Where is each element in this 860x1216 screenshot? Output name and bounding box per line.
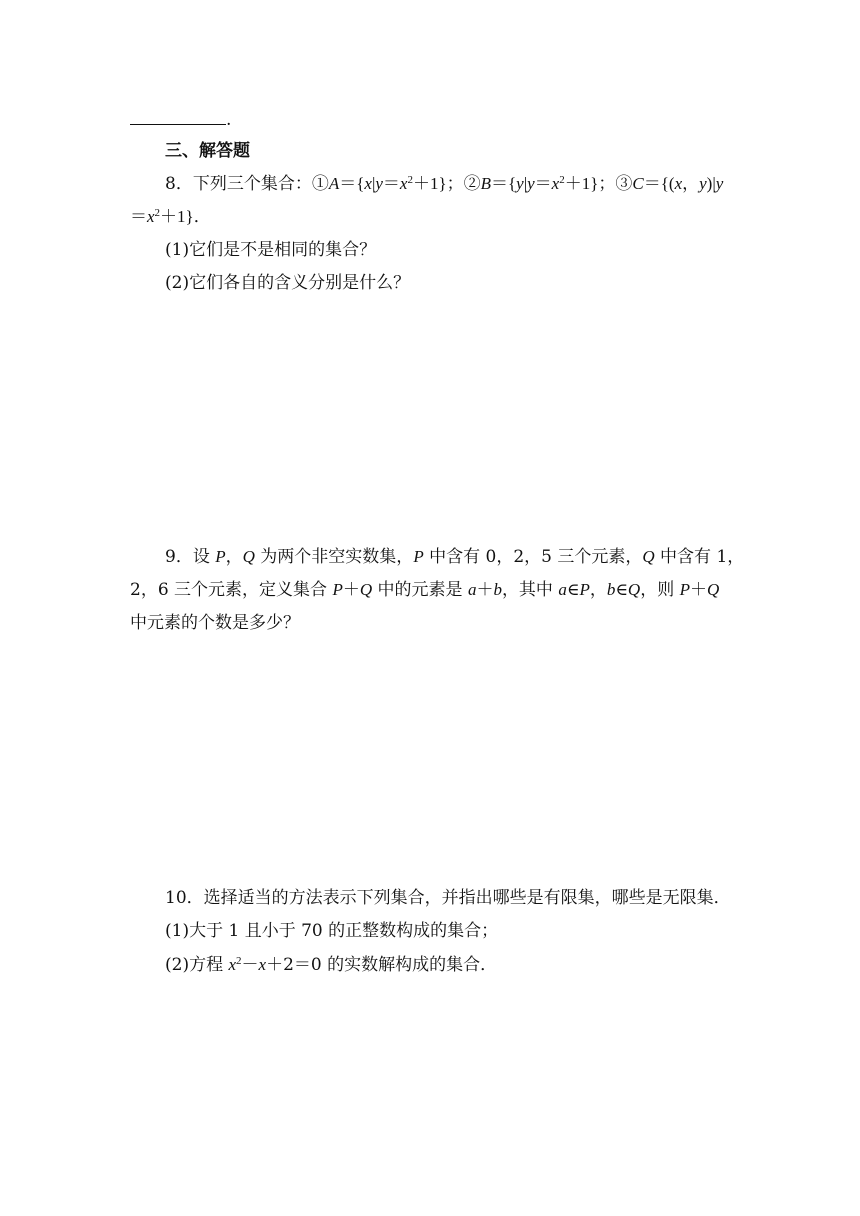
- question-10-line-1: 10．选择适当的方法表示下列集合，并指出哪些是有限集，哪些是无限集．: [165, 888, 731, 908]
- question-10-sub-2: (2)方程 $x^2-x+2=0$ 的实数解构成的集合．: [165, 955, 498, 975]
- question-8-line-1: 8．下列三个集合：$①A=\{x|y=x^2+1\}$；$②B=\{y|y=x^2+1\}$；③C＝{(x，y)|y: [165, 174, 724, 194]
- question-9-line-1: 9．设 P，Q 为两个非空实数集，P 中含有 0，2，5 三个元素，Q 中含有 1，: [165, 547, 745, 567]
- question-8-sub-2: (2)它们各自的含义分别是什么？: [165, 273, 411, 293]
- section-title: 三、解答题: [165, 141, 250, 161]
- question-10-sub-1: (1)大于 1 且小于 70 的正整数构成的集合；: [165, 921, 499, 941]
- question-8-sub-1: (1)它们是不是相同的集合？: [165, 240, 377, 260]
- question-8-line-2: $=x^2+1$}．: [130, 207, 211, 227]
- question-9-line-2: 2，6 三个元素，定义集合 P＋Q 中的元素是 a＋b，其中 a∈P，b∈Q，则 P＋Q: [130, 580, 720, 600]
- question-9-line-3: 中元素的个数是多少？: [130, 613, 300, 633]
- previous-answer-blank: .: [130, 108, 231, 132]
- answer-blank-line: [130, 110, 226, 125]
